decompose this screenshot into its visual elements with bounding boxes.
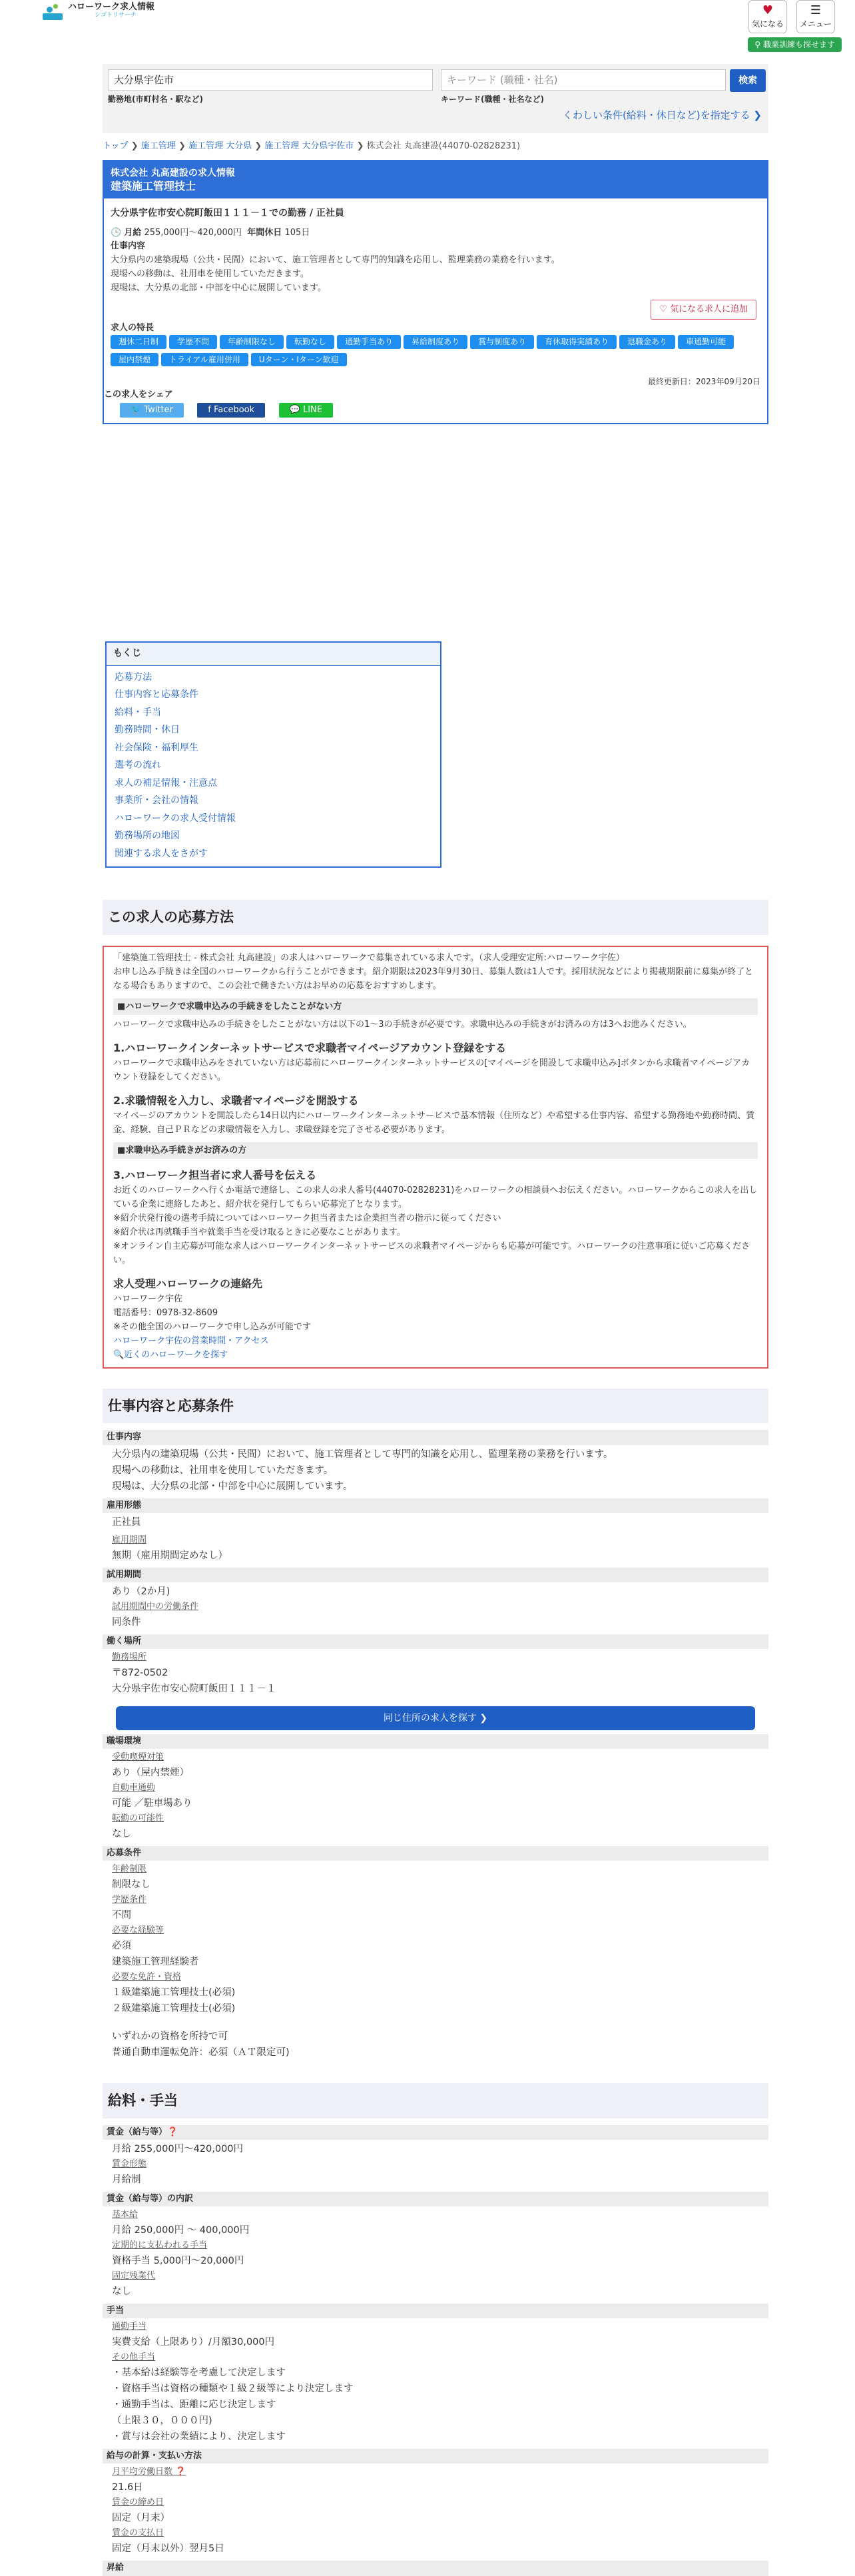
job-title: 建築施工管理技士: [111, 180, 196, 192]
features-label: 求人の特長: [111, 322, 154, 333]
breadcrumb-item[interactable]: 施工管理 大分県: [188, 141, 252, 151]
favorites-button[interactable]: [748, 0, 787, 33]
feature-tag[interactable]: 学歴不問: [169, 335, 217, 349]
header: [0, 0, 855, 49]
location-label: 勤務地(市町村名・駅など): [108, 95, 203, 104]
toc-item[interactable]: 仕事内容と応募条件: [115, 689, 198, 701]
training-label: 職業訓練も探せます: [762, 40, 835, 49]
toc-item[interactable]: 事業所・会社の情報: [115, 795, 198, 806]
feature-tag[interactable]: 車通勤可能: [678, 335, 734, 349]
table-of-contents: [105, 641, 441, 868]
toc-item[interactable]: 勤務場所の地図: [115, 830, 180, 842]
field-label: 手当: [103, 2304, 768, 2318]
content-line: 現場は、大分県の北部・中部を中心に展開しています。: [111, 282, 326, 293]
contact-tel: 電話番号：0978-32-8609: [113, 1307, 218, 1318]
facebook-share-button[interactable]: f Facebook: [197, 403, 265, 418]
content-label: 仕事内容: [111, 240, 146, 251]
field-value: 受動喫煙対策 あり（屋内禁煙） 自動車通勤 可能 ／駐車場あり 転勤の可能性 なし: [112, 1752, 192, 1840]
breadcrumb-item[interactable]: トップ: [103, 141, 129, 151]
feature-tag[interactable]: 年齢制限なし: [220, 335, 284, 349]
field-label: 賃金（給与等）❓: [103, 2125, 768, 2140]
feature-tag[interactable]: 屋内禁煙: [111, 353, 158, 367]
contact-title: 求人受理ハローワークの連絡先: [113, 1277, 263, 1290]
ad-space: [103, 424, 768, 641]
job-location: 大分県宇佐市安心院町飯田１１１－１での勤務 / 正社員: [111, 208, 344, 218]
section-heading: 仕事内容と応募条件: [103, 1389, 768, 1424]
apply-box: [103, 946, 768, 1369]
note: ※紹介状は再就職手当や就業手当を受け取るときに必要なことがあります。: [113, 1227, 406, 1237]
updated-date: 最終更新日：2023年09月20日: [647, 377, 760, 387]
apply-subheading: ■求職申込み手続きがお済みの方: [113, 1142, 758, 1159]
find-hellowork-link[interactable]: 🔍近くのハローワークを探す: [113, 1349, 228, 1360]
job-card-header: [104, 161, 767, 198]
step-title: 2.求職情報を入力し、求職者マイページを開設する: [113, 1094, 359, 1107]
field-value: 年齢制限 制限なし 学歴条件 不問 必要な経験等 必須 建築施工管理経験者 必要な免許・資格 １級建築施工管理技士(必須) ２級建築施工管理技士(必須) いずれかの資格を所持で可 普通自動車運転免許：必須（ＡＴ限定可): [112, 1864, 290, 2059]
field-value: 月給 255,000円〜420,000円 賃金形態 月給制: [112, 2143, 244, 2185]
feature-tag[interactable]: 育休取得実績あり: [537, 335, 617, 349]
pay-list: [103, 2125, 768, 2576]
logo-subtitle: シゴトリサーチ: [95, 12, 137, 19]
toc-item[interactable]: 求人の補足情報・注意点: [115, 777, 217, 789]
menu-button[interactable]: [796, 0, 835, 33]
step-title: 3.ハローワーク担当者に求人番号を伝える: [113, 1168, 317, 1181]
toc-item[interactable]: 勤務時間・休日: [115, 725, 180, 736]
feature-tag[interactable]: 通勤手当あり: [337, 335, 401, 349]
step-text: お近くのハローワークへ行くか電話で連絡し、この求人の求人番号(44070-02828231)をハローワークの相談員へお伝えください。ハローワークからこの求人を出している企業に連絡したあと、紹介状を発行してもらい応募完了となります。: [113, 1185, 758, 1209]
heart-icon: ♥: [762, 3, 774, 17]
site-logo[interactable]: [41, 3, 154, 21]
contact-note: ※その他全国のハローワークで申し込みが可能です: [113, 1321, 311, 1332]
field-value: 通勤手当 実費支給（上限あり）/月額30,000円 その他手当 ・基本給は経験等を考慮して決定します ・資格手当は資格の種類や１級２級等により決定します ・通勤手当は、距離に応じ決定します （上限３０，０００円) ・賞与は会社の業績により、決定します: [112, 2322, 354, 2443]
clock-icon: 🕒: [111, 227, 122, 238]
search-icon: ⚲: [754, 40, 763, 49]
field-label: 試用期間: [103, 1568, 768, 1582]
note: ※オンライン自主応募が可能な求人はハローワークインターネットサービスの求職者マイページからも応募が可能です。ハローワークの注意事項に従いご応募ください。: [113, 1241, 750, 1265]
feature-tag[interactable]: 退職金あり: [619, 335, 675, 349]
breadcrumb-item[interactable]: 施工管理 大分県宇佐市: [264, 141, 354, 151]
step-title: 1.ハローワークインターネットサービスで求職者マイページアカウント登録をする: [113, 1041, 507, 1054]
toc-item[interactable]: 関連する求人をさがす: [115, 848, 208, 859]
apply-intro: お申し込み手続きは全国のハローワークから行うことができます。紹介期限は2023年9月30日、募集人数は1人です。採用状況などにより掲載期限前に募集が終了となる場合もありますので、この会社で働きたい方はお早めの応募をおすすめします。: [113, 966, 754, 991]
content-line: 現場への移動は、社用車を使用していただきます。: [111, 268, 309, 279]
location-input[interactable]: 大分県宇佐市: [108, 69, 433, 91]
feature-tag[interactable]: 賞与制度あり: [470, 335, 534, 349]
step-text: マイページのアカウントを開設したら14日以内にハローワークインターネットサービスで基本情報（住所など）や希望する仕事内容、希望する勤務地や勤務時間、賃金、経験、自己ＰＲなどの求職情報を入力し、求職登録を完了させる必要があります。: [113, 1110, 755, 1135]
conditions-list: [103, 1430, 768, 2063]
toc-title: もくじ: [107, 643, 440, 666]
feature-tags: [111, 335, 760, 370]
twitter-share-button[interactable]: 🐦 Twitter: [120, 403, 184, 418]
breadcrumb-current: 株式会社 丸高建設(44070-02828231): [366, 141, 521, 151]
feature-tag[interactable]: 転勤なし: [286, 335, 334, 349]
field-value: 基本給 月給 250,000円 〜 400,000円 定期的に支払われる手当 資格手当 5,000円〜20,000円 固定残業代 なし: [112, 2210, 250, 2298]
salary-line: 🕒 月給 255,000円〜420,000円 年間休日 105日: [111, 227, 310, 238]
add-favorite-button[interactable]: ♡ 気になる求人に追加: [651, 300, 756, 320]
logo-title: ハローワーク求人情報: [68, 2, 155, 12]
hellowork-access-link[interactable]: ハローワーク宇佐の営業時間・アクセス: [113, 1335, 269, 1346]
salary-value: 255,000円〜420,000円: [144, 227, 242, 238]
field-value: 正社員 雇用期間 無期（雇用期間定めなし）: [112, 1516, 228, 1561]
search-button[interactable]: 検索: [730, 69, 766, 92]
apply-intro: 「建築施工管理技士 - 株式会社 丸高建設」の求人はハローワークで募集されている求人です。（求人受理安定所:ハローワーク宇佐）: [113, 952, 625, 963]
field-value: 勤務場所 〒872-0502 大分県宇佐市安心院町飯田１１１－１: [112, 1652, 276, 1695]
breadcrumb: トップ ❯ 施工管理 ❯ 施工管理 大分県 ❯ 施工管理 大分県宇佐市 ❯ 株式会社 丸高建設(44070-02828231): [103, 141, 521, 151]
share-label: この求人をシェア: [104, 389, 173, 400]
hamburger-icon: ☰: [810, 3, 822, 17]
job-content: [111, 253, 760, 295]
share-buttons: [120, 403, 760, 418]
note: ※紹介状発行後の選考手続についてはハローワーク担当者または企業担当者の指示に従ってください: [113, 1213, 501, 1223]
field-label: 昇給: [103, 2561, 768, 2575]
feature-tag[interactable]: 週休二日制: [111, 335, 166, 349]
feature-tag[interactable]: Uターン・Iターン歓迎: [251, 353, 347, 367]
toc-item[interactable]: ハローワークの求人受付情報: [115, 812, 236, 824]
field-value: あり（2か月) 試用期間中の労働条件 同条件: [112, 1586, 199, 1628]
advanced-search-link[interactable]: くわしい条件(給料・休日など)を指定する ❯: [562, 109, 762, 121]
field-value: 大分県内の建築現場（公共・民間）において、施工管理者として専門的知識を応用し、監理業務の業務を行います。 現場への移動は、社用車を使用していただきます。 現場は、大分県の北部・中部を中心に展開しています。: [112, 1449, 613, 1492]
field-label: 働く場所: [103, 1634, 768, 1649]
keyword-label: キーワード(職種・社名など): [441, 95, 544, 104]
same-address-search-button[interactable]: 同じ住所の求人を探す ❯: [116, 1706, 755, 1730]
section-heading: 給料・手当: [103, 2083, 768, 2118]
holiday-value: 105日: [284, 227, 310, 238]
toc-item[interactable]: 社会保険・福利厚生: [115, 742, 198, 753]
step-text: ハローワークで求職申込みをされていない方は応募前にハローワークインターネットサービスの[マイページを開設して求職申込み]ボタンから求職者マイページアカウント登録をしてください。: [113, 1058, 750, 1082]
job-card: [103, 160, 768, 424]
feature-tag[interactable]: 昇給制度あり: [404, 335, 467, 349]
field-label: 応募条件: [103, 1846, 768, 1861]
content-line: 大分県内の建築現場（公共・民間）において、施工管理者として専門的知識を応用し、監理業務の業務を行います。: [111, 254, 560, 265]
line-share-button[interactable]: 💬 LINE: [279, 403, 333, 418]
menu-label: メニュー: [799, 19, 832, 29]
search-panel: [103, 64, 768, 133]
field-label: 給与の計算・支払い方法: [103, 2449, 768, 2463]
training-search-button[interactable]: [748, 37, 842, 52]
toc-item[interactable]: 選考の流れ: [115, 760, 161, 771]
toc-list: [107, 666, 440, 867]
favorites-label: 気になる: [751, 19, 784, 29]
toc-item[interactable]: 給料・手当: [115, 707, 161, 718]
toc-item[interactable]: 応募方法: [115, 671, 152, 683]
apply-text: ハローワークで求職申込みの手続きをしたことがない方は以下の1〜3の手続きが必要です。求職申込みの手続きがお済みの方は3へお進みください。: [113, 1019, 692, 1030]
contact-name: ハローワーク宇佐: [113, 1293, 183, 1304]
keyword-input[interactable]: キーワード (職種・社名): [441, 69, 726, 91]
field-label: 賃金（給与等）の内訳: [103, 2192, 768, 2206]
field-value: 月平均労働日数 ❓ 21.6日 賃金の締め日 固定（月末） 賃金の支払日 固定（月末以外）翌月5日: [112, 2467, 224, 2555]
logo-mark-icon: [41, 3, 64, 21]
field-label: 職場環境: [103, 1734, 768, 1749]
field-label: 雇用形態: [103, 1498, 768, 1513]
feature-tag[interactable]: トライアル雇用併用: [161, 353, 248, 367]
section-heading: この求人の応募方法: [103, 900, 768, 935]
apply-subheading: ■ハローワークで求職申込みの手続きをしたことがない方: [113, 998, 758, 1015]
field-label: 仕事内容: [103, 1430, 768, 1445]
breadcrumb-item[interactable]: 施工管理: [141, 141, 176, 151]
company-name: 株式会社 丸高建設の求人情報: [111, 168, 235, 178]
